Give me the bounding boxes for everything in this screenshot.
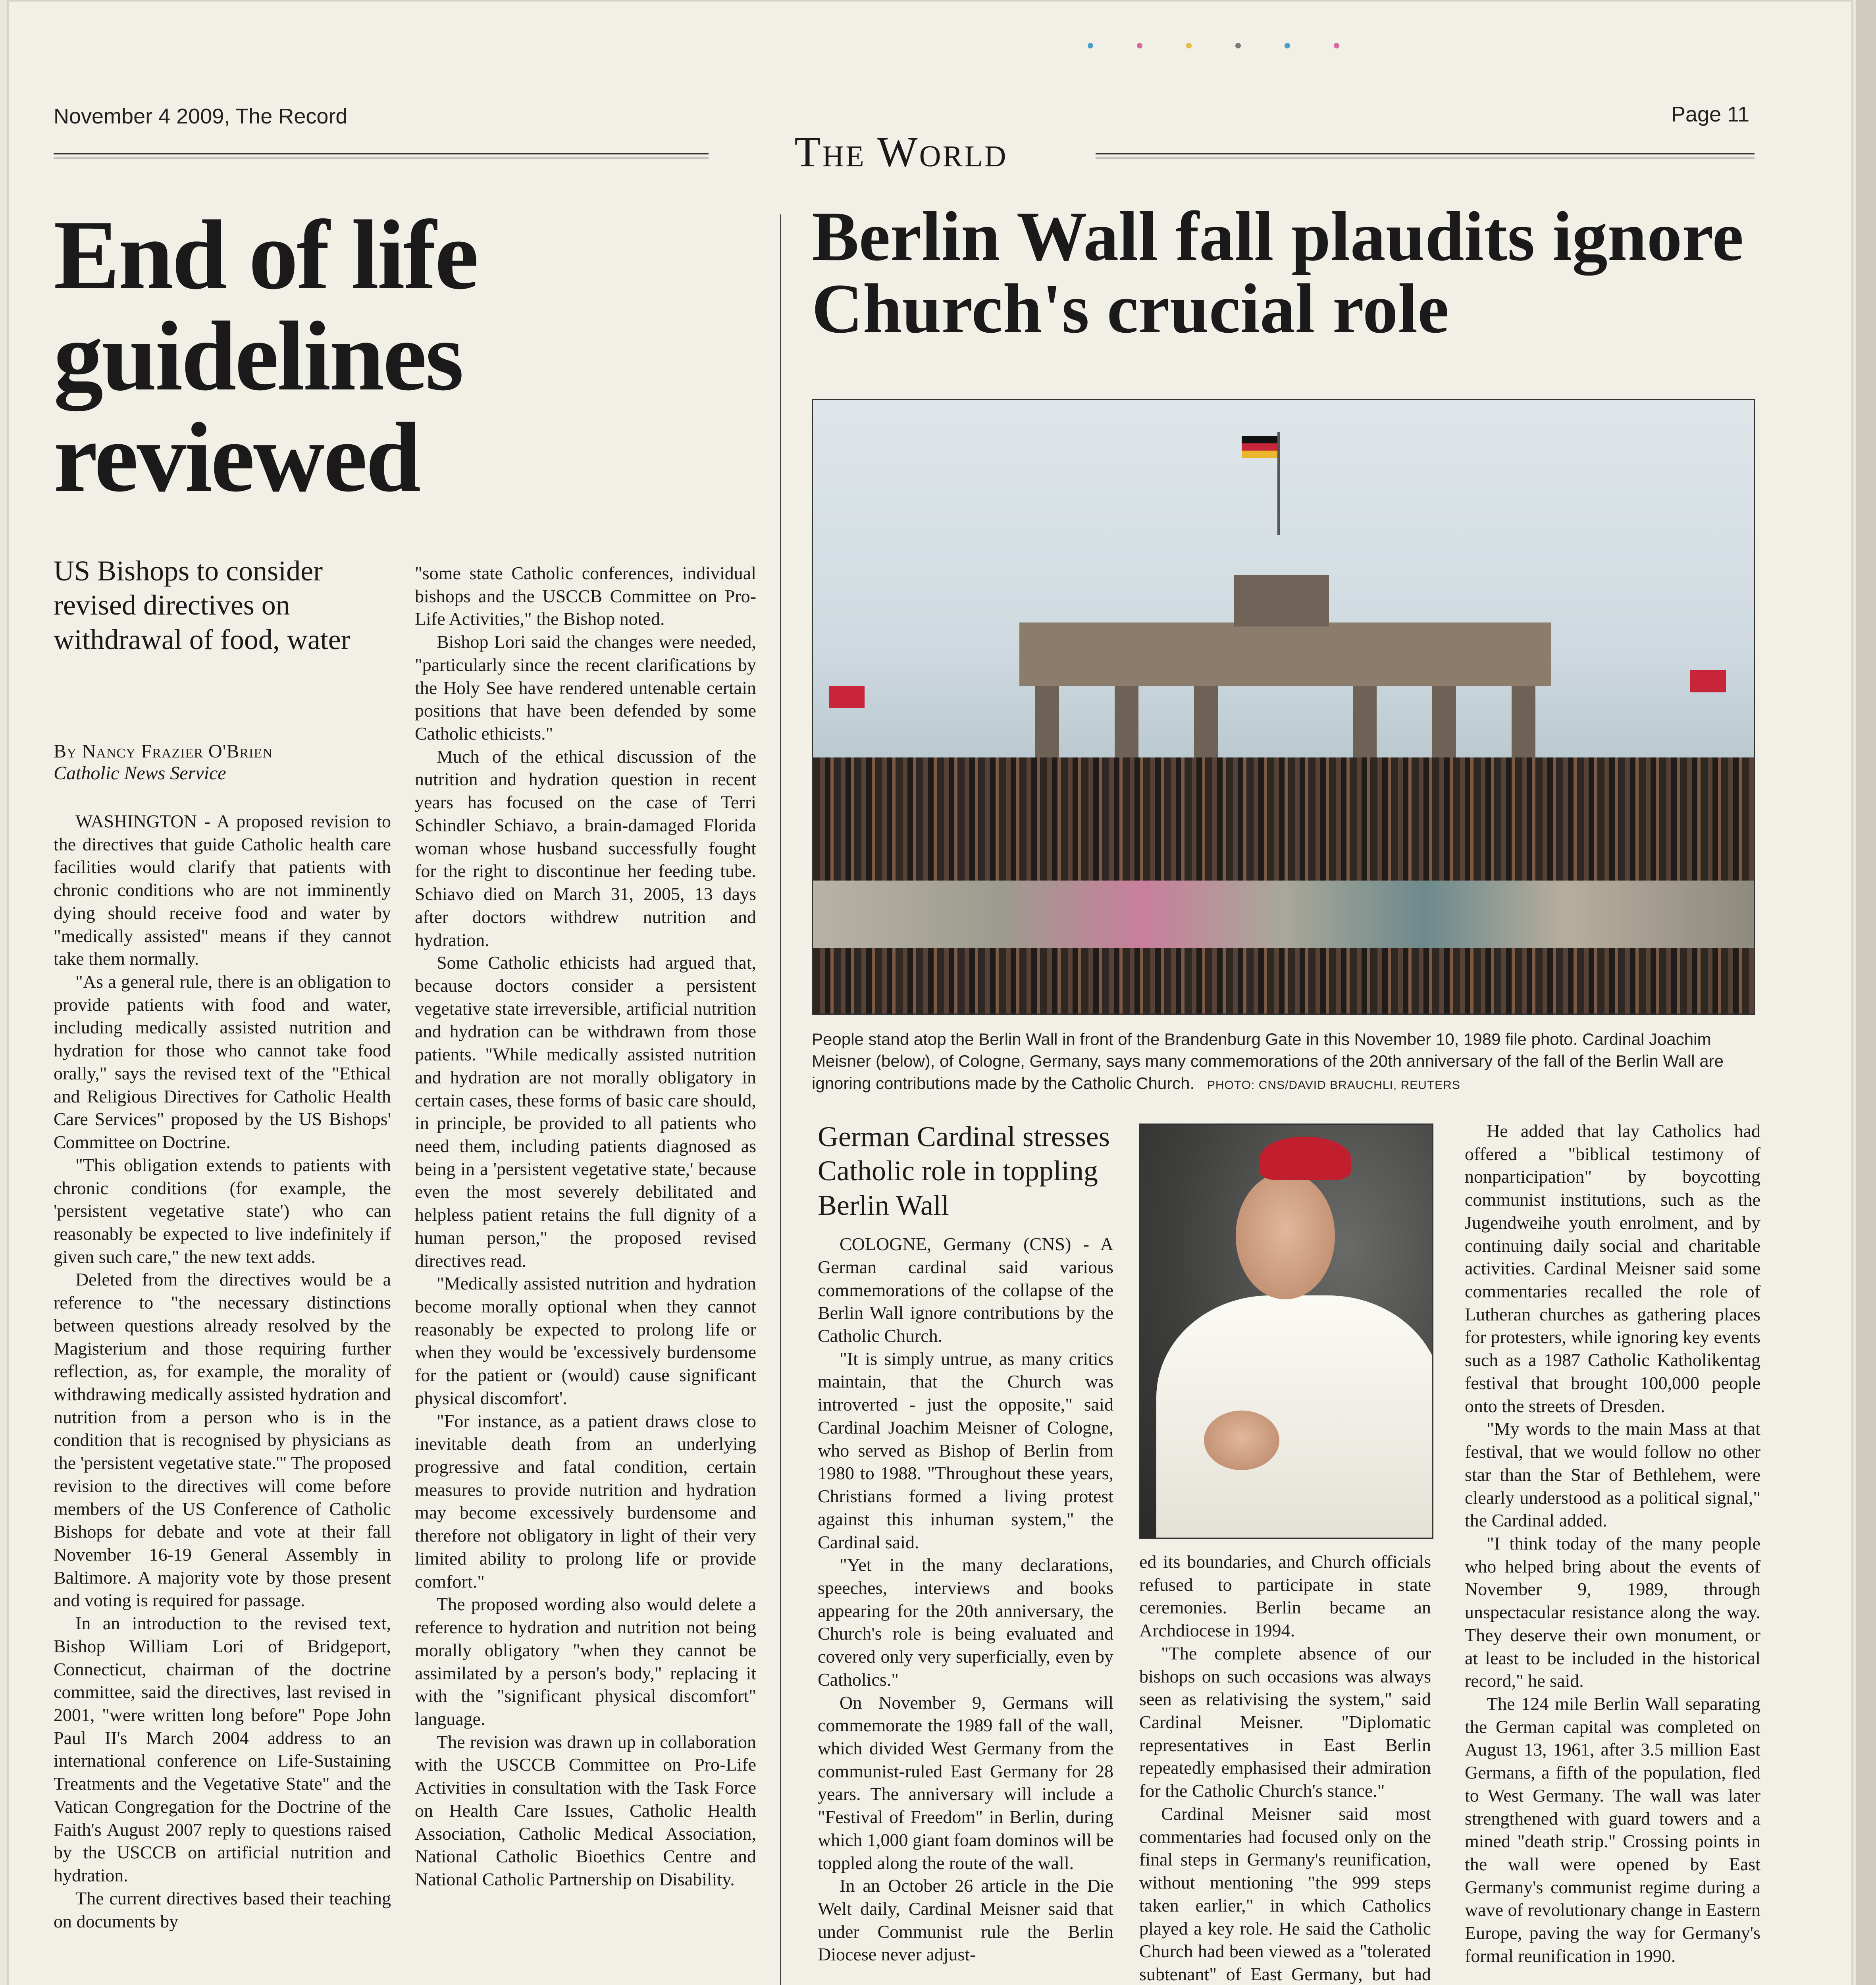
paragraph: Cardinal Meisner said most commentaries had focused only on the final steps in Germany's reunification, without mentioning "the 999 steps taken earlier," in which Catholics played a key role. He said the Catholic Church had been viewed as a "tolerated subtenant" of East Germany, but had [1139,1803,1431,1984]
story1-column-2 [415,562,756,1985]
flagpole [1277,432,1280,535]
paragraph: In an introduction to the revised text, Bishop William Lori of Bridgeport, Connecticut, chairman of the doctrine committee, said the directives, last revised in 2001, "were written long before" Pope John Paul II's March 2004 address to an international conference on Life-Sustaining Treatments and the Vegetative State" and the Vatican Congregation for the Doctrine of the Faith's August 2007 reply to questions raised by the USCCB on artificial nutrition and hydration. [54,1613,391,1886]
story2-headline: Berlin Wall fall plaudits ignore Church's crucial role [812,197,1744,348]
paragraph: Bishop Lori said the changes were needed, "particularly since the recent clarifications by the Holy See have rendered untenable certain positions that have been defended by some Catholic ethicists." [415,632,756,744]
cardinal-face [1236,1172,1335,1299]
paragraph: "This obligation extends to patients with chronic conditions (for example, the 'persistent vegetative state') who can reasonably be expected to live indefinitely if given such care," the new text adds. [54,1154,391,1267]
header-rule-left [54,153,709,158]
caption-text: People stand atop the Berlin Wall in front of the Brandenburg Gate in this November 10, 1989 file photo. Cardinal Joachim Meisner (below), of Cologne, Germany, says many commemorations of the 20th anniversary of the fall of the Berlin Wall are ignoring contributions made by the Catholic Church. [812,1030,1724,1093]
column-divider [780,214,781,1985]
paragraph: ed its boundaries, and Church officials refused to participate in state ceremonies. Berlin became an Archdiocese in 1994. [1139,1551,1431,1641]
paragraph: "The complete absence of our bishops on such occasions was always seen as relativising the system," said Cardinal Meisner. "Diplomatic representatives in East Berlin repeatedly emphasised their admiration for the Catholic Church's stance." [1139,1643,1431,1801]
red-flag [1690,670,1726,692]
cardinal-meisner-photo [1139,1124,1433,1539]
story1-headline: End of life guidelines reviewed [54,200,478,513]
paragraph: The current directives based their teaching on documents by [54,1888,391,1931]
page-edge [1856,0,1876,1985]
byline-agency: Catholic News Service [54,763,226,784]
crowd-on-wall [813,757,1754,881]
berlin-wall-photo [812,399,1755,1015]
paragraph: The 124 mile Berlin Wall separating the German capital was completed on August 13, 1961, after 3.5 million East Germans, a fifth of the population, fled to West Germany. The wall was later strengthened with guard towers and a mined "death strip." Crossing points in the wall were opened by East Germany's communist regime during a wave of revolutionary change in Eastern Europe, paving the way for Germany's formal reunification in 1990. [1465,1693,1760,1966]
paragraph: "I think today of the many people who helped bring about the events of November 9, 1989, through unspectacular resistance along the way. They deserve their own monument, or at least to be included in the historical record," he said. [1465,1533,1760,1691]
page-number: Page 11 [1671,102,1750,126]
paragraph: "Yet in the many declarations, speeches, interviews and books appearing for the 20th anniversary, the Church's role is being evaluated and covered only very superficially, even by Catholics." [818,1555,1113,1690]
paragraph: "It is simply untrue, as many critics maintain, that the Church was introverted - just the opposite," said Cardinal Joachim Meisner of Cologne, who served as Bishop of Berlin from 1980 to 1988. "Throughout these years, Christians formed a living protest against this inhuman system," the Cardinal said. [818,1348,1113,1552]
photo-caption [812,1028,1753,1094]
issue-date: November 4 2009, The Record [54,104,348,128]
section-title: The World [794,129,1008,176]
paragraph: Much of the ethical discussion of the nutrition and hydration question in recent years has focused on the case of Terri Schindler Schiavo, a brain-damaged Florida woman whose husband successfully fought for the right to discontinue her feeding tube. Schiavo died on March 31, 2005, 13 days after doctors withdrew nutrition and hydration. [415,746,756,950]
paragraph: "For instance, as a patient draws close to inevitable death from an underlying progressive and fatal condition, certain measures to provide nutrition and hydration may become excessively burdensome and therefore not obligatory in light of their very limited ability to prolong life or provide comfort." [415,1411,756,1592]
german-flag [1242,436,1277,458]
paragraph: WASHINGTON - A proposed revision to the directives that guide Catholic health care facilities would clarify that patients with chronic conditions who are not imminently dying should receive food and water by "medically assisted" means if they cannot take them normally. [54,811,391,969]
story1-column-1 [54,810,391,1985]
red-flag [829,686,865,708]
story1-subhead: US Bishops to consider revised directives on withdrawal of food, water [54,555,351,655]
photo-credit: PHOTO: CNS/DAVID BRAUCHLI, REUTERS [1207,1078,1460,1092]
paragraph: The revision was drawn up in collaboration with the USCCB Committee on Pro-Life Activities in consultation with the Task Force on Health Care Issues, Catholic Health Association, Catholic Medical Association, National Catholic Bioethics Centre and National Catholic Partnership on Disability. [415,1731,756,1889]
crowd-below [813,948,1754,1014]
paragraph: He added that lay Catholics had offered a "biblical testimony of nonparticipation" by boycotting communist institutions, such as the Jugendweihe youth enrolment, and by continuing daily social and charitable activities. Cardinal Meisner said some commentaries recalled the role of Lutheran churches as gathering places for protesters, while ignoring key events such as a 1987 Catholic Katholikentag festival that brought 100,000 people onto the streets of Dresden. [1465,1121,1760,1416]
paragraph: Deleted from the directives would be a reference to "the necessary distinctions between questions already resolved by the Magisterium and those requiring further reflection, as, for example, the morality of withdrawing medically assisted hydration and nutrition from a person who is in the condition that is recognised by physicians as the 'persistent vegetative state.'" The proposed revision to the directives will come before members of the US Conference of Catholic Bishops for debate and vote at their fall November 16-19 General Assembly in Baltimore. A majority vote by those present and voting is required for passage. [54,1269,391,1611]
paragraph: "My words to the main Mass at that festival, that we would follow no other star than the Star of Bethlehem, were clearly understood as a political signal," the Cardinal added. [1465,1418,1760,1531]
paragraph: On November 9, Germans will commemorate the 1989 fall of the wall, which divided West Germany from the communist-ruled East Germany for 28 years. The anniversary will include a "Festival of Freedom" in Berlin, during which 1,000 giant foam dominos will be toppled along the route of the wall. [818,1692,1113,1873]
paragraph: COLOGNE, Germany (CNS) - A German cardinal said various commemorations of the collapse of the Berlin Wall ignore contributions by the Catholic Church. [818,1234,1113,1346]
paragraph: The proposed wording also would delete a reference to hydration and nutrition not being morally obligatory "when they cannot be assimilated by a person's body," replacing it with the "significant physical discomfort" language. [415,1594,756,1729]
registration-dots [1088,43,1383,50]
story1-byline-block [54,740,411,784]
paragraph: "As a general rule, there is an obligation to provide patients with food and water, including medically assisted nutrition and hydration for those who cannot take food orally," says the revised text of the "Ethical and Religious Directives for Catholic Health Care Services" proposed by the US Bishops' Committee on Doctrine. [54,971,391,1152]
quadriga [1234,575,1329,626]
story2-column-1 [818,1120,1113,1985]
byline: By Nancy Frazier O'Brien [54,741,273,762]
folded-hands [1204,1411,1279,1470]
paragraph: "Medically assisted nutrition and hydration become morally optional when they cannot reasonably be expected to prolong life or when they would be 'excessively burdensome for the patient or (would) cause significant physical discomfort'. [415,1273,756,1408]
paragraph: "some state Catholic conferences, individual bishops and the USCCB Committee on Pro-Life Activities," the Bishop noted. [415,563,756,629]
white-vestment [1156,1295,1433,1539]
gate-entablature [1019,622,1551,686]
red-zucchetto [1260,1137,1351,1180]
story2-column-3 [1465,1120,1760,1985]
graffiti-wall [813,881,1754,948]
story2-subhead: German Cardinal stresses Catholic role in toppling Berlin Wall [818,1121,1110,1221]
paragraph: In an October 26 article in the Die Welt daily, Cardinal Meisner said that under Communist rule the Berlin Diocese never adjust- [818,1875,1113,1965]
paragraph: Some Catholic ethicists had argued that, because doctors consider a persistent vegetative state irreversible, artificial nutrition and hydration can be withdrawn from those patients. "While medically assisted nutrition and hydration are not morally obligatory in certain cases, these forms of basic care should, in principle, be provided to all patients who need them, including patients diagnosed as being in a 'persistent vegetative state,' because even the most severely debilitated and helpless patient retains the full dignity of a human person," the proposed revised directives read. [415,952,756,1271]
header-rule-right [1096,153,1755,158]
story2-column-2 [1139,1550,1431,1985]
